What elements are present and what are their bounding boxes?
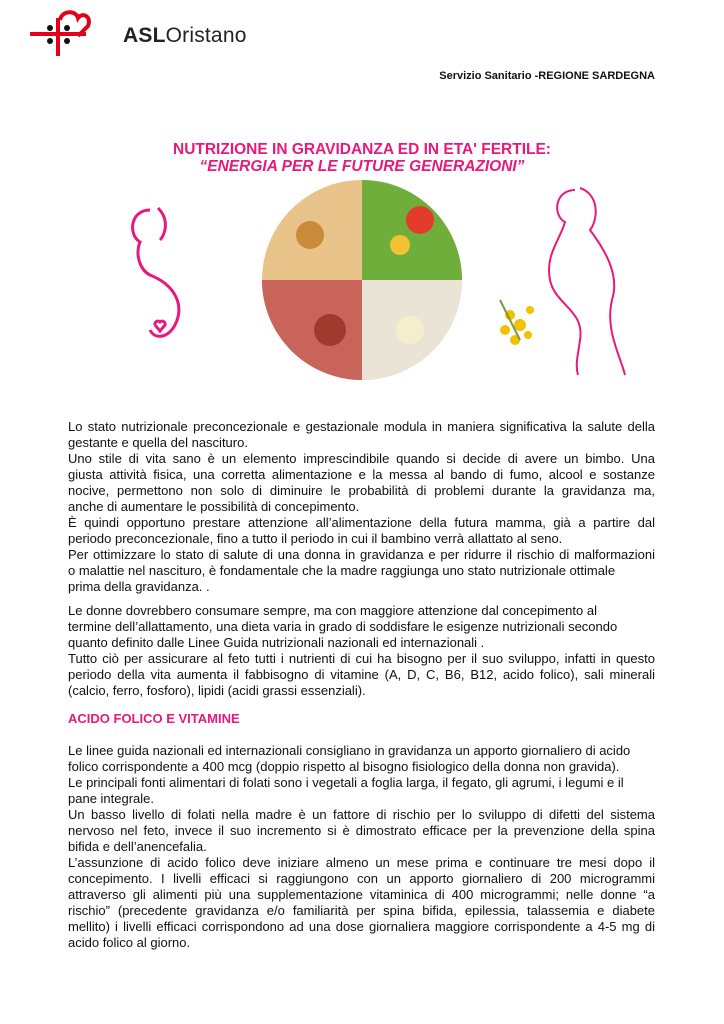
text-line: mellito) i livelli efficaci corrispondono ad una dose giornaliera maggiore corrispondente a 4-5 mg di — [68, 919, 655, 934]
document-subtitle: “ENERGIA PER LE FUTURE GENERAZIONI” — [199, 158, 525, 175]
text-line: termine dell’allattamento, una dieta varia in grado di soddisfare le esigenze nutrizionali secondo — [68, 619, 618, 634]
pregnant-silhouette-left-icon — [133, 208, 179, 336]
text-line: gestante e quella del nascituro. — [68, 435, 248, 450]
text-line: Le linee guida nazionali ed internazionali consigliano in gravidanza un apporto giornaliero di acido — [68, 743, 631, 758]
text-line: Un basso livello di folati nella madre è un fattore di rischio per lo sviluppo di difetti del sistema — [68, 807, 655, 822]
section-heading: ACIDO FOLICO E VITAMINE — [68, 711, 240, 726]
woman-silhouette-right-icon — [549, 188, 625, 375]
text-line: concepimento. I livelli efficaci si raggiungono con un apporto giornaliero di 200 microgrammi — [68, 871, 655, 886]
folic-acid-paragraph — [68, 743, 655, 951]
text-line: periodo della vita aumenta il fabbisogno di vitamine (A, D, C, B6, B12, acido folico), sali minerali — [68, 667, 655, 682]
illustrations — [0, 180, 724, 380]
region-header: Servizio Sanitario -REGIONE SARDEGNA — [439, 70, 655, 82]
food-circle-image — [262, 180, 462, 380]
logo-text: ASLOristano — [123, 24, 247, 47]
text-line: acido folico al giorno. — [68, 935, 191, 950]
text-line: Uno stile di vita sano è un elemento imprescindibile quando si decide di avere un bimbo. Una — [68, 451, 655, 466]
text-line: L’assunzione di acido folico deve iniziare almeno un mese prima e continuare tre mesi dopo il — [68, 855, 655, 870]
document-title: NUTRIZIONE IN GRAVIDANZA ED IN ETA' FERTILE: — [173, 141, 551, 158]
text-line: nervoso nel feto, invece il suo incremento si è dimostrato efficace per la prevenzione della spina — [68, 823, 655, 838]
text-line: (calcio, ferro, fosforo), lipidi (acidi grassi essenziali). — [68, 683, 366, 698]
text-line: rischio” (precedente gravidanza e/o familiarità per spina bifida, epilessia, talassemia e diabete — [68, 903, 655, 918]
asl-logo — [28, 8, 247, 56]
intro-paragraph — [68, 419, 655, 595]
asl-cross-heart-icon — [28, 8, 98, 56]
text-line: Lo stato nutrizionale preconcezionale e gestazionale modula in maniera significativa la salute della — [68, 419, 655, 434]
text-line: quanto definito dalle Linee Guida nutrizionali nazionali ed internazionali . — [68, 635, 485, 650]
text-line: Per ottimizzare lo stato di salute di una donna in gravidanza e per ridurre il rischio di malformazioni — [68, 547, 655, 562]
text-line: pane integrale. — [68, 791, 155, 806]
text-line: o malattie nel nascituro, è fondamentale che la madre raggiunga uno stato nutrizionale ottimale — [68, 563, 616, 578]
text-line: È quindi opportuno prestare attenzione all’alimentazione della futura mamma, già a partire dal — [68, 515, 655, 530]
text-line: Le donne dovrebbero consumare sempre, ma con maggiore attenzione dal concepimento al — [68, 603, 597, 618]
text-line: giusta attività fisica, una corretta alimentazione e la messa al bando di fumo, alcool e sostanze — [68, 467, 655, 482]
text-line: bifida e dell’anencefalia. — [68, 839, 207, 854]
text-line: nocive, permettono non solo di diminuire le probabilità di problemi durante la gravidanza ma, — [68, 483, 655, 498]
text-line: folico corrispondente a 400 mcg (doppio rispetto al bisogno fisiologico della donna non gravida). — [68, 759, 620, 774]
text-line: periodo preconcezionale, fino a tutto il periodo in cui il bambino verrà allattato al seno. — [68, 531, 563, 546]
text-line: Tutto ciò per assicurare al feto tutti i nutrienti di cui ha bisogno per il suo sviluppo, infatti in questo — [68, 651, 655, 666]
mimosa-flowers-image — [500, 300, 534, 345]
diet-paragraph — [68, 603, 655, 699]
text-line: attraverso gli alimenti più una supplementazione vitaminica di 400 microgrammi; nelle donne “a — [68, 887, 655, 902]
text-line: Le principali fonti alimentari di folati sono i vegetali a foglia larga, il fegato, gli agrumi, i legumi e il — [68, 775, 624, 790]
text-line: prima della gravidanza. . — [68, 579, 210, 594]
text-line: anche di aumentare le possibilità di concepimento. — [68, 499, 360, 514]
